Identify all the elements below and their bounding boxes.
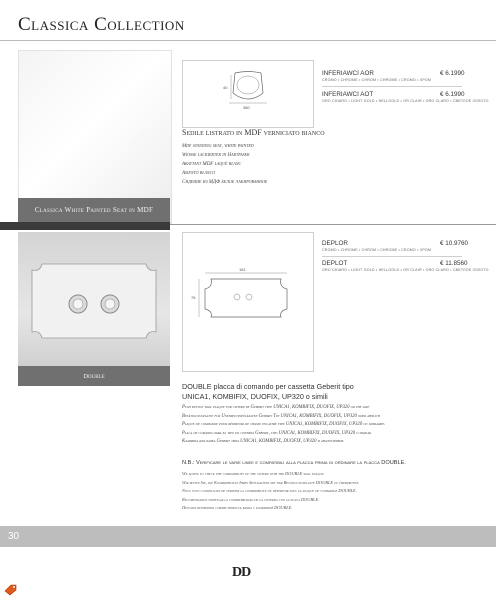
note-line: Recomendamos verificar la compatibilidad de la cisterna con la placa DOUBLE. [182, 496, 320, 502]
description-line: Betätigungsplatte für Unterputzspülkasten Geberit Typ UNICA1, KOMBIFIX, DUOFIX, UP320 oder ähnlich [182, 413, 380, 419]
seat-product-row-1 [322, 70, 465, 82]
note-line: Wir bitten Sie, die Kompatibilität Ihres Spülkastens mit der Betätigungsplatte DOUBLE zu überprüfen. [182, 479, 360, 485]
svg-text:40: 40 [223, 85, 228, 90]
product-price: € 6.1990 [440, 91, 465, 98]
double-description-subtitle: UNICA1, KOMBIFIX, DUOFIX, UP320 o simili [182, 392, 328, 401]
seat-description-lines [182, 142, 267, 187]
description-line: Клавиша для бачка Geberit типа UNICA1, KOMBIFIX, DUOFIX, UP320 и аналогичные [182, 439, 344, 445]
seat-description-title: Sedile listrato in MDF verniciato bianco [182, 128, 325, 137]
page-number: 30 [8, 531, 20, 542]
top-divider [0, 40, 496, 41]
note-line: Nous vous conseillons de vérifier la compatibilité du réservoir avec la plaque de commande DOUBLE. [182, 488, 357, 494]
seat-product-row-2 [322, 91, 489, 103]
description-line: Сидение из МДФ белое лакированное [182, 180, 268, 185]
description-line: Plaque de commande pour réservoir de chasse encastré type UNICA1, KOMBIFIX, DUOFIX, UP320 ou similaires [182, 422, 385, 428]
description-line: Weiße lackierter in Hartfaser [182, 153, 250, 158]
seat-drawing-svg [183, 61, 313, 127]
page-title: Classica Collection [18, 14, 185, 35]
svg-text:181: 181 [239, 267, 246, 272]
seat-photo-caption: Classica White Painted Seat in MDF [18, 198, 170, 222]
note-line: Просим проверить совместимость бачка с клавишей DOUBLE. [182, 505, 293, 511]
double-technical-drawing [182, 232, 314, 372]
product-divider [322, 256, 462, 257]
corner-tag-icon[interactable] [4, 582, 18, 601]
product-desc: ORO CHIARO • LIGHT GOLD • HELLGOLD • OR CLAIR • ORO CLARO • СВЕТЛОЕ ЗОЛОТО [322, 99, 489, 103]
product-price: € 6.1990 [440, 70, 465, 77]
description-line: Asiento blanco [182, 171, 216, 176]
product-desc: ORO CHIARO • LIGHT GOLD • HELLGOLD • OR CLAIR • ORO CLARO • СВЕТЛОЕ ЗОЛОТО [322, 268, 489, 272]
description-line: Push button wall plaque for cistern by Geberit type UNICA1, KOMBIFIX, DUOFIX, UP320 or the like [182, 405, 370, 410]
section-divider-line [170, 224, 496, 225]
note-title: N.B.: Verificare le varie linee e compatibili alla placca prima di ordinare la placca DOUBLE. [182, 460, 406, 466]
product-price: € 10.9760 [440, 240, 469, 247]
double-photo-caption: Double [18, 366, 170, 386]
product-desc: CROMO • CHROME • CHROM • CHROME • CROMO • ХРОМ [322, 248, 432, 252]
product-code: INFERIAWCI AOT [322, 91, 374, 98]
description-line: Mdf standing seat, white painted [182, 144, 254, 149]
double-product-row-2 [322, 260, 489, 272]
product-desc: CROMO • CHROME • CHROM • CHROME • CROMO • ХРОМ [322, 78, 432, 82]
plate-illustration [18, 232, 170, 368]
product-code: INFERIAWCI AOR [322, 70, 374, 77]
description-line: Placa de comando para el tipo de cisterna Geberit, tipo UNICA1, KOMBIFIX, DUOFIX, UP320 o similar [182, 430, 371, 436]
brand-logo: DD [232, 565, 251, 580]
product-code: DEPLOR [322, 240, 348, 247]
svg-text:380: 380 [243, 105, 250, 110]
section-divider-band [0, 222, 170, 230]
description-line: Abattant MDF laqué blanc [182, 162, 242, 167]
double-description-lines [182, 404, 385, 447]
svg-text:76: 76 [191, 295, 196, 300]
product-price: € 11.8560 [440, 260, 468, 267]
footer-band [0, 526, 496, 547]
double-description-title: DOUBLE placca di comando per cassetta Geberit tipo [182, 382, 354, 391]
double-plate-photo [18, 232, 170, 368]
product-code: DEPLOT [322, 260, 348, 267]
seat-technical-drawing [182, 60, 314, 128]
double-drawing-svg [183, 233, 313, 371]
note-lines [182, 470, 359, 513]
product-divider [322, 86, 462, 87]
double-product-row-1 [322, 240, 469, 252]
note-line: We advise to check the compatibility of the cistern with the DOUBLE wall plaque. [182, 471, 325, 476]
